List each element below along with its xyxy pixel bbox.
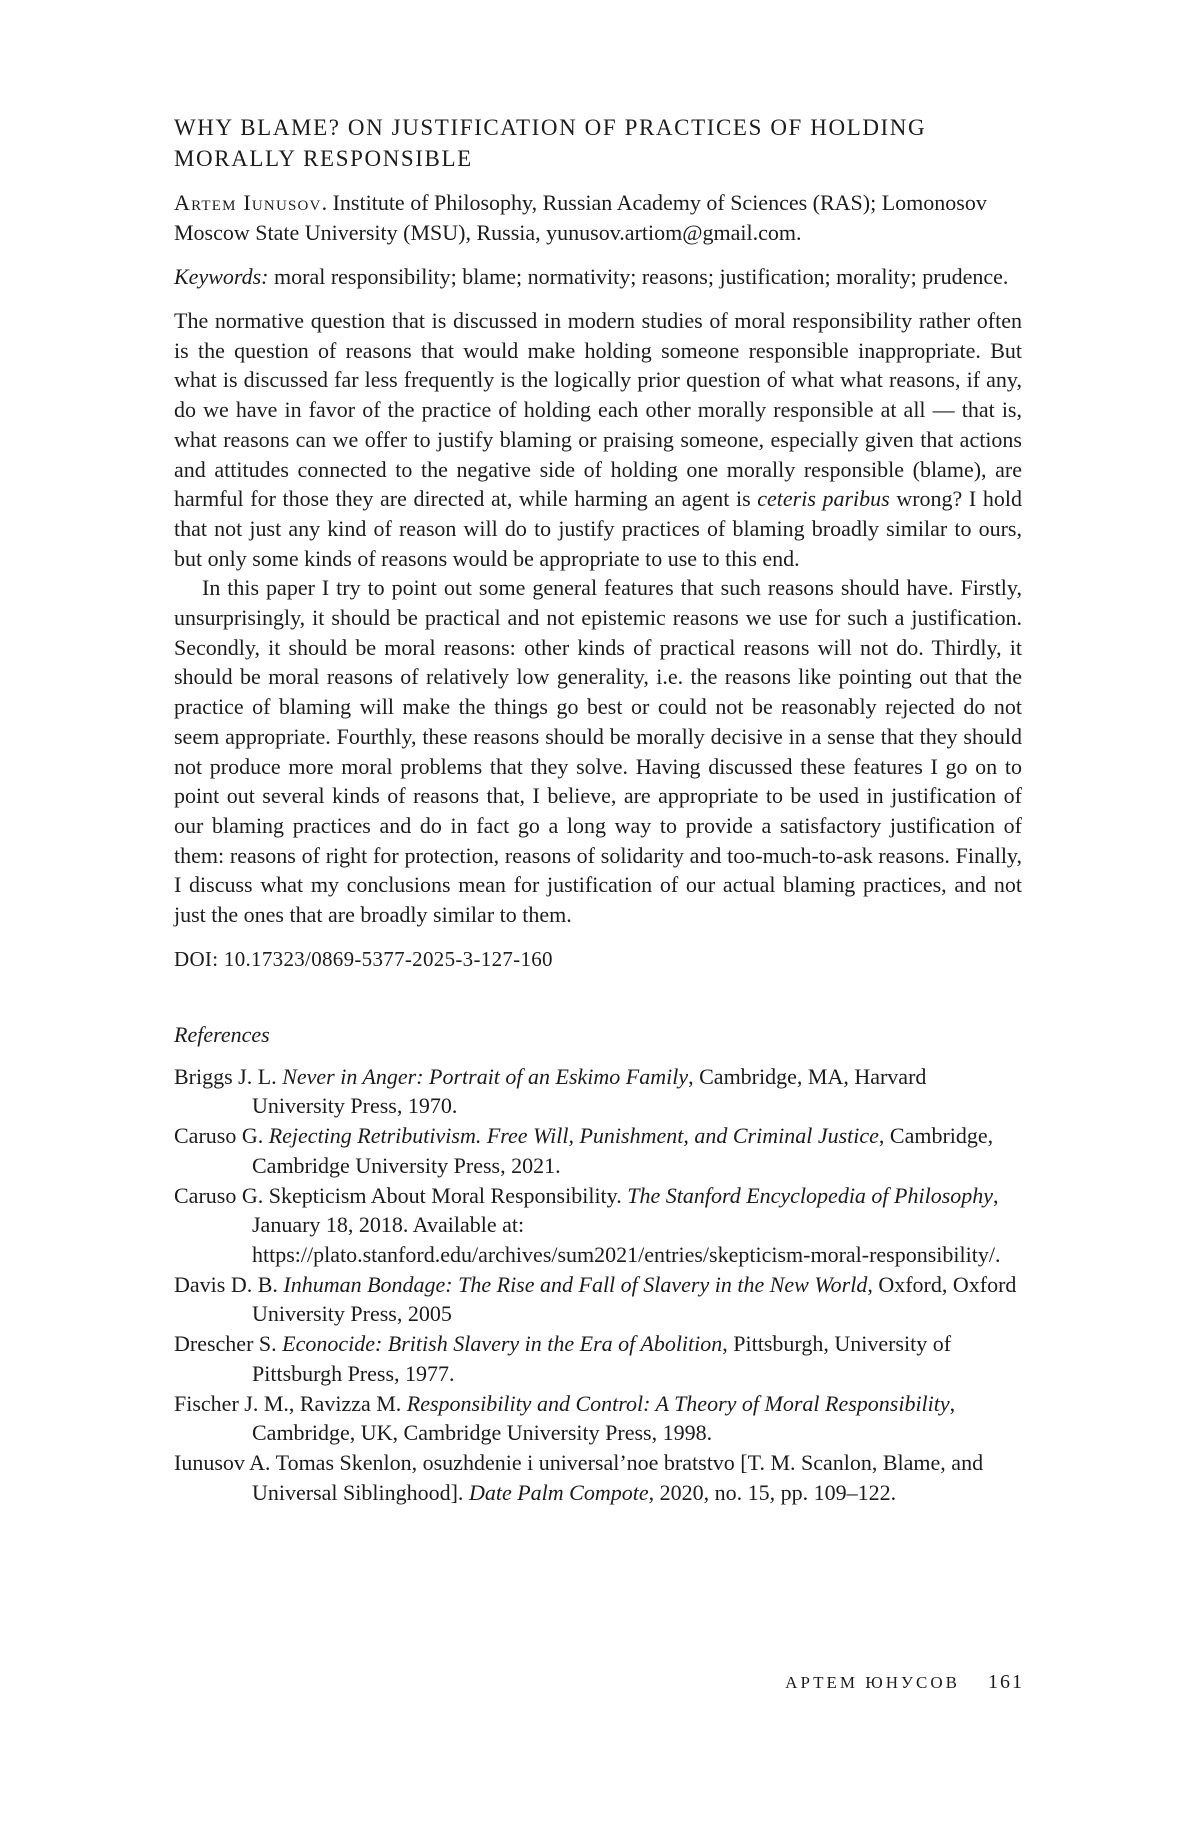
reference-item: Fischer J. M., Ravizza M. Responsibility and Control: A Theory of Moral Responsibility, Cambridge, UK, Cambridge University Press, 1998. xyxy=(174,1390,956,1446)
abstract-paragraph-2: In this paper I try to point out some general features that such reasons should have. Firstly, unsurprisingly, it should be practical and not epistemic reasons we use for such a justification. Secondly, it should be moral reasons: other kinds of practical reasons will not do. Thirdly, it should be moral reasons of relatively low generality, i.e. the reasons like pointing out that the practice of blaming will make the things go best or could not be reasonably rejected do not seem appropriate. Fourthly, these reasons should be morally decisive in a sense that they should not produce more moral problems that they solve. Having discussed these features I go on to point out several kinds of reasons that, I believe, are appropriate to be used in justification of our blaming practices and do in fact go a long way to provide a satisfactory justification of them: reasons of right for protection, reasons of solidarity and too-much-to-ask reasons. Finally, I discuss what my conclusions mean for justification of our actual blaming practices, and not just the ones that are broadly similar to them. xyxy=(174,575,1022,928)
doi-line: DOI: 10.17323/0869-5377-2025-3-127-160 xyxy=(174,946,553,971)
article-page xyxy=(174,112,1022,1507)
reference-item: Drescher S. Econocide: British Slavery in the Era of Abolition, Pittsburgh, University of Pittsburgh Press, 1977. xyxy=(174,1331,952,1386)
reference-item: Caruso G. Skepticism About Moral Responsibility. The Stanford Encyclopedia of Philosophy, January 18, 2018. Available at: https://plato.stanford.edu/archives/sum2021/entries/skepticism-moral-responsibility/. xyxy=(174,1182,1001,1267)
page-number: 161 xyxy=(988,1671,1024,1693)
article-title: WHY BLAME? ON JUSTIFICATION OF PRACTICES OF HOLDING MORALLY RESPONSIBLE xyxy=(174,115,927,171)
keywords-label: Keywords: xyxy=(174,264,269,289)
page-footer xyxy=(700,1671,1024,1694)
author-affiliation: . Institute of Philosophy, Russian Academy of Sciences (RAS); Lomonosov Moscow State University (MSU), Russia, yunusov.artiom@gmail.com. xyxy=(174,190,987,245)
keywords-line xyxy=(174,262,1022,292)
abstract-text-1a: The normative question that is discussed in modern studies of moral responsibility rather often is the question of reasons that would make holding someone responsible inappropriate. But what is discussed far less frequently is the logically prior question of what what reasons, if any, do we have in favor of the practice of holding each other morally responsible at all — that is, what reasons can we offer to justify blaming or praising someone, especially given that actions and attitudes connected to the negative side of holding one morally responsible (blame), are harmful for those they are directed at, while harming an agent is xyxy=(174,308,1022,512)
author-name: Artem Iunusov xyxy=(174,190,322,215)
references-list xyxy=(174,1062,1022,1508)
abstract xyxy=(174,306,1022,930)
author-line xyxy=(174,188,1022,248)
references-heading: References xyxy=(174,1021,270,1047)
abstract-italic-term: ceteris paribus xyxy=(757,486,890,512)
reference-item: Iunusov A. Tomas Skenlon, osuzhdenie i universal’noe bratstvo [T. M. Scanlon, Blame, and Universal Siblinghood]. Date Palm Compote, 2020, no. 15, pp. 109–122. xyxy=(174,1449,984,1505)
abstract-paragraph-1 xyxy=(174,306,1022,573)
reference-item: Caruso G. Rejecting Retributivism. Free Will, Punishment, and Criminal Justice, Cambridge, Cambridge University Press, 2021. xyxy=(174,1123,994,1178)
reference-item: Davis D. B. Inhuman Bondage: The Rise and Fall of Slavery in the New World, Oxford, Oxford University Press, 2005 xyxy=(174,1271,1017,1327)
running-header: АРТЕМ ЮНУСОВ xyxy=(785,1673,960,1692)
reference-item: Briggs J. L. Never in Anger: Portrait of an Eskimo Family, Cambridge, MA, Harvard University Press, 1970. xyxy=(174,1063,927,1119)
abstract-text-1b: wrong? I hold that not just any kind of reason will do to justify practices of blaming broadly similar to ours, but only some kinds of reasons would be appropriate to use to this end. xyxy=(174,486,1022,571)
keywords-list: moral responsibility; blame; normativity; reasons; justification; morality; prudence. xyxy=(268,264,1009,289)
